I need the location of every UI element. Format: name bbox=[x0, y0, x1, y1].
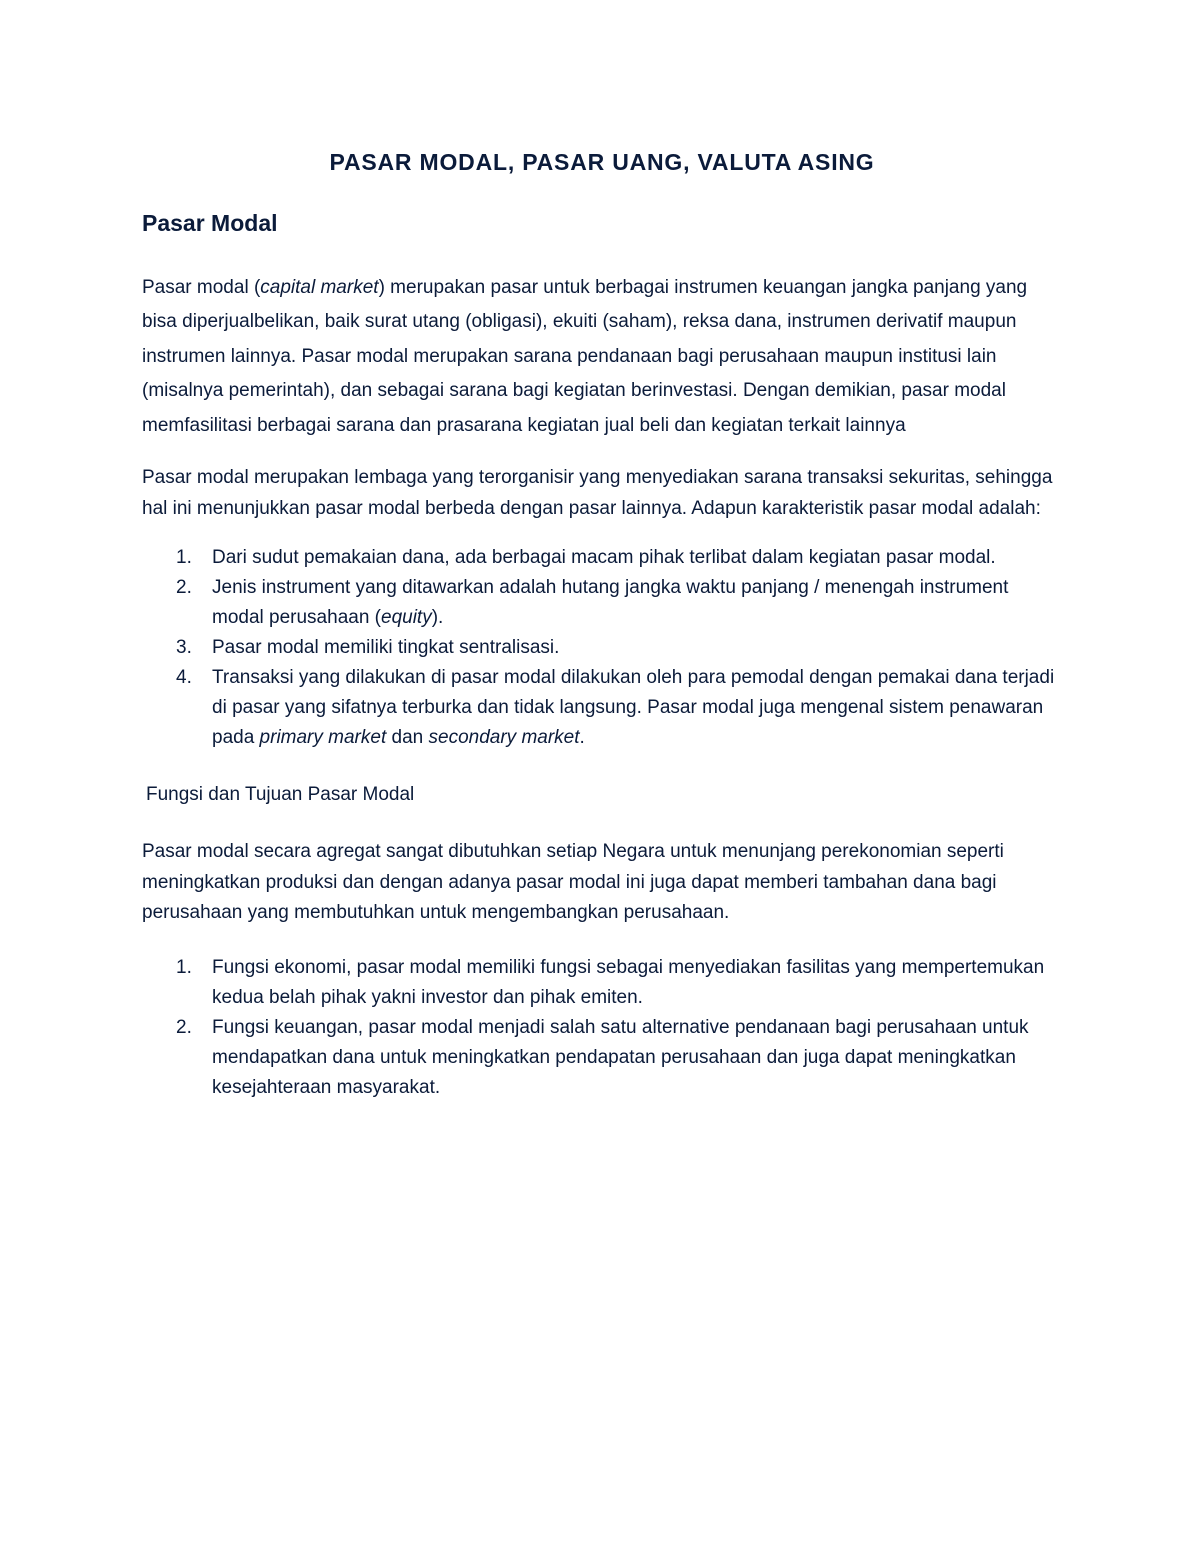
list-item-number: 3. bbox=[176, 637, 192, 659]
list-item-text: Fungsi ekonomi, pasar modal memiliki fungsi sebagai menyediakan fasilitas yang mempertemukan kedua belah pihak yakni investor dan pihak emiten. bbox=[212, 957, 1045, 1008]
list-item-number: 4. bbox=[176, 667, 192, 689]
list-item-text-end: . bbox=[579, 727, 585, 749]
list-item-text: Fungsi keuangan, pasar modal menjadi salah satu alternative pendanaan bagi perusahaan untuk mendapatkan dana untuk meningkatkan pendapatan perusahaan dan juga dapat meningkatkan kesejahteraan masyarakat. bbox=[212, 1017, 1029, 1098]
characteristics-list bbox=[142, 543, 1062, 753]
italic-term-equity: equity bbox=[381, 607, 432, 629]
functions-list bbox=[142, 953, 1062, 1103]
list-item-text: Jenis instrument yang ditawarkan adalah hutang jangka waktu panjang / menengah instrument modal perusahaan ( bbox=[212, 577, 1009, 629]
paragraph-characteristics-intro: Pasar modal merupakan lembaga yang terorganisir yang menyediakan sarana transaksi sekuritas, sehingga hal ini menunjukkan pasar modal berbeda dengan pasar lainnya. Adapun karakteristik pasar modal adalah: bbox=[142, 467, 1053, 519]
document-content bbox=[142, 144, 1062, 1103]
list-item-text-connector: dan bbox=[386, 727, 429, 749]
list-item bbox=[142, 953, 1062, 1013]
list-item-text: Pasar modal memiliki tingkat sentralisasi. bbox=[212, 637, 560, 659]
list-item-text: Transaksi yang dilakukan di pasar modal dilakukan oleh para pemodal dengan pemakai dana terjadi di pasar yang sifatnya terburka dan tidak langsung. Pasar modal juga mengenal sistem penawaran pada bbox=[212, 667, 1055, 749]
paragraph-definition-text-start: Pasar modal ( bbox=[142, 277, 261, 298]
paragraph-definition-text-end: ) merupakan pasar untuk berbagai instrumen keuangan jangka panjang yang bisa diperjualbelikan, baik surat utang (obligasi), ekuiti (saham), reksa dana, instrumen derivatif maupun instrumen lainnya. Pasar modal merupakan sarana pendanaan bagi perusahaan maupun institusi lain (misalnya pemerintah), dan sebagai sarana bagi kegiatan berinvestasi. Dengan demikian, pasar modal memfasilitasi berbagai sarana dan prasarana kegiatan jual beli dan kegiatan terkait lainnya bbox=[142, 277, 1028, 436]
list-item-text: Dari sudut pemakaian dana, ada berbagai macam pihak terlibat dalam kegiatan pasar modal. bbox=[212, 547, 996, 569]
list-item-text-end: ). bbox=[431, 607, 444, 629]
list-item-number: 1. bbox=[176, 547, 192, 569]
paragraph-functions-intro: Pasar modal secara agregat sangat dibutuhkan setiap Negara untuk menunjang perekonomian seperti meningkatkan produksi dan dengan adanya pasar modal ini juga dapat memberi tambahan dana bagi perusahaan yang membutuhkan untuk mengembangkan perusahaan. bbox=[142, 841, 1004, 924]
section-heading-pasar-modal: Pasar Modal bbox=[142, 210, 278, 236]
italic-term-capital-market: capital market bbox=[260, 277, 379, 298]
list-item-number: 1. bbox=[176, 957, 192, 978]
subheading-fungsi-tujuan: Fungsi dan Tujuan Pasar Modal bbox=[146, 784, 415, 806]
list-item bbox=[142, 573, 1062, 633]
list-item bbox=[142, 543, 1062, 573]
list-item-number: 2. bbox=[176, 577, 192, 599]
document-title: PASAR MODAL, PASAR UANG, VALUTA ASING bbox=[329, 149, 875, 175]
italic-term-primary-market: primary market bbox=[259, 727, 387, 749]
list-item bbox=[142, 633, 1062, 663]
list-item bbox=[142, 663, 1062, 753]
italic-term-secondary-market: secondary market bbox=[428, 727, 580, 749]
list-item bbox=[142, 1013, 1062, 1103]
paragraph-definition bbox=[142, 271, 1062, 443]
list-item-number: 2. bbox=[176, 1017, 192, 1038]
